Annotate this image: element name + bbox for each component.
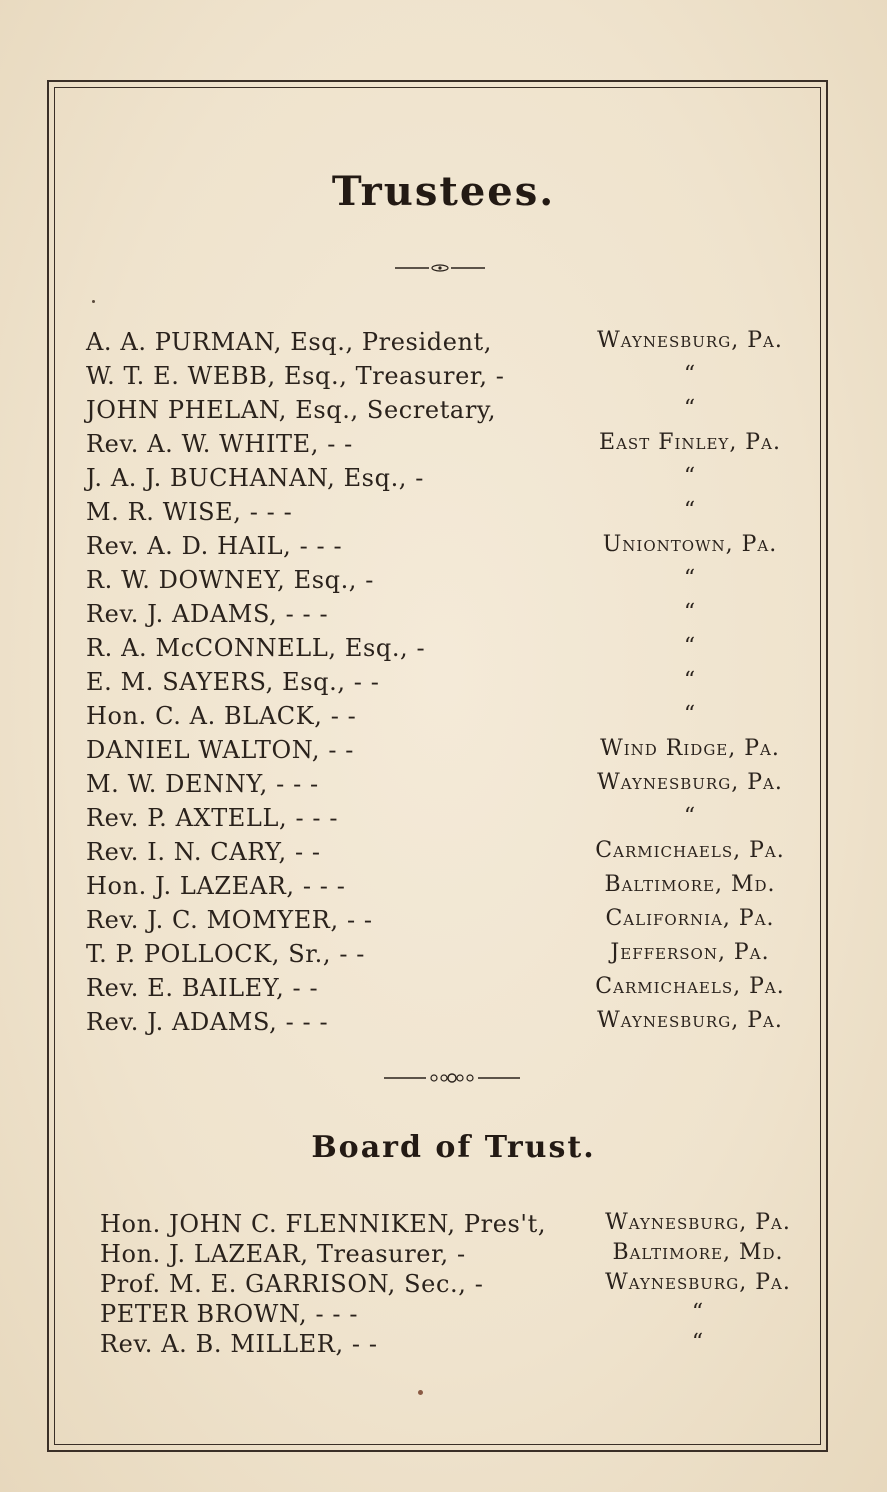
- ink-speck: [92, 300, 95, 303]
- trustee-row: [0, 702, 887, 736]
- member-location: “: [683, 464, 697, 489]
- member-location: California, Pa.: [605, 906, 775, 931]
- member-location: “: [683, 362, 697, 387]
- member-name: M. W. DENNY, - - -: [86, 770, 319, 798]
- member-name: Rev. J. C. MOMYER, - -: [86, 906, 373, 934]
- trustee-row: [0, 872, 887, 906]
- divider-ornament-icon: [384, 1073, 520, 1083]
- member-name: Rev. P. AXTELL, - - -: [86, 804, 339, 832]
- trustee-row: [0, 396, 887, 430]
- trustee-row: [0, 566, 887, 600]
- member-name: Hon. C. A. BLACK, - -: [86, 702, 357, 730]
- trustee-row: [0, 600, 887, 634]
- member-location: Uniontown, Pa.: [602, 532, 778, 557]
- member-location: Wind Ridge, Pa.: [600, 736, 780, 761]
- trustee-row: [0, 974, 887, 1008]
- trustee-row: [0, 1008, 887, 1042]
- member-location: Waynesburg, Pa.: [597, 770, 783, 795]
- member-location: Waynesburg, Pa.: [597, 1008, 783, 1033]
- member-name: R. W. DOWNEY, Esq., -: [86, 566, 374, 594]
- member-name: M. R. WISE, - - -: [86, 498, 293, 526]
- member-name: Hon. JOHN C. FLENNIKEN, Pres't,: [100, 1210, 547, 1238]
- member-name: Rev. A. B. MILLER, - -: [100, 1330, 378, 1358]
- board-of-trust-heading: Board of Trust.: [311, 1130, 596, 1165]
- trustee-row: [0, 770, 887, 804]
- member-name: Rev. E. BAILEY, - -: [86, 974, 319, 1002]
- trustee-row: [0, 736, 887, 770]
- trustee-row: [0, 328, 887, 362]
- member-name: Prof. M. E. GARRISON, Sec., -: [100, 1270, 484, 1298]
- member-name: Rev. A. D. HAIL, - - -: [86, 532, 343, 560]
- trustee-row: [0, 464, 887, 498]
- member-location: “: [683, 396, 697, 421]
- member-name: T. P. POLLOCK, Sr., - -: [86, 940, 366, 968]
- member-location: “: [683, 804, 697, 829]
- member-name: JOHN PHELAN, Esq., Secretary,: [86, 396, 497, 424]
- member-location: “: [683, 600, 697, 625]
- member-name: Rev. J. ADAMS, - - -: [86, 1008, 329, 1036]
- trustees-heading: Trustees.: [331, 168, 556, 215]
- member-location: Baltimore, Md.: [604, 872, 776, 897]
- member-location: “: [683, 634, 697, 659]
- member-name: W. T. E. WEBB, Esq., Treasurer, -: [86, 362, 505, 390]
- member-location: Carmichaels, Pa.: [595, 974, 785, 999]
- member-name: Hon. J. LAZEAR, Treasurer, -: [100, 1240, 466, 1268]
- member-location: Waynesburg, Pa.: [605, 1210, 791, 1235]
- member-name: Rev. I. N. CARY, - -: [86, 838, 321, 866]
- member-location: Carmichaels, Pa.: [595, 838, 785, 863]
- member-location: Jefferson, Pa.: [610, 940, 770, 965]
- trustee-row: [0, 498, 887, 532]
- member-location: “: [683, 668, 697, 693]
- member-name: Rev. A. W. WHITE, - -: [86, 430, 353, 458]
- member-location: “: [691, 1300, 705, 1325]
- member-location: “: [683, 566, 697, 591]
- member-location: “: [683, 702, 697, 727]
- trustee-row: [0, 532, 887, 566]
- member-name: DANIEL WALTON, - -: [86, 736, 354, 764]
- member-name: J. A. J. BUCHANAN, Esq., -: [86, 464, 424, 492]
- member-location: “: [691, 1330, 705, 1355]
- divider-ornament-icon: [395, 263, 485, 273]
- member-name: PETER BROWN, - - -: [100, 1300, 359, 1328]
- member-location: “: [683, 498, 697, 523]
- member-name: Hon. J. LAZEAR, - - -: [86, 872, 346, 900]
- board-member-row: [0, 1210, 887, 1244]
- ink-speck: [418, 1390, 423, 1395]
- member-location: East Finley, Pa.: [599, 430, 781, 455]
- trustee-row: [0, 838, 887, 872]
- member-name: A. A. PURMAN, Esq., President,: [86, 328, 493, 356]
- member-location: Baltimore, Md.: [612, 1240, 784, 1265]
- trustee-row: [0, 906, 887, 940]
- member-location: Waynesburg, Pa.: [597, 328, 783, 353]
- trustee-row: [0, 940, 887, 974]
- trustee-row: [0, 634, 887, 668]
- trustee-row: [0, 668, 887, 702]
- member-name: R. A. McCONNELL, Esq., -: [86, 634, 426, 662]
- trustee-row: [0, 362, 887, 396]
- member-name: E. M. SAYERS, Esq., - -: [86, 668, 380, 696]
- member-name: Rev. J. ADAMS, - - -: [86, 600, 329, 628]
- board-member-row: [0, 1270, 887, 1304]
- member-location: Waynesburg, Pa.: [605, 1270, 791, 1295]
- board-member-row: [0, 1240, 887, 1274]
- trustee-row: [0, 430, 887, 464]
- board-member-row: [0, 1300, 887, 1334]
- board-member-row: [0, 1330, 887, 1364]
- trustee-row: [0, 804, 887, 838]
